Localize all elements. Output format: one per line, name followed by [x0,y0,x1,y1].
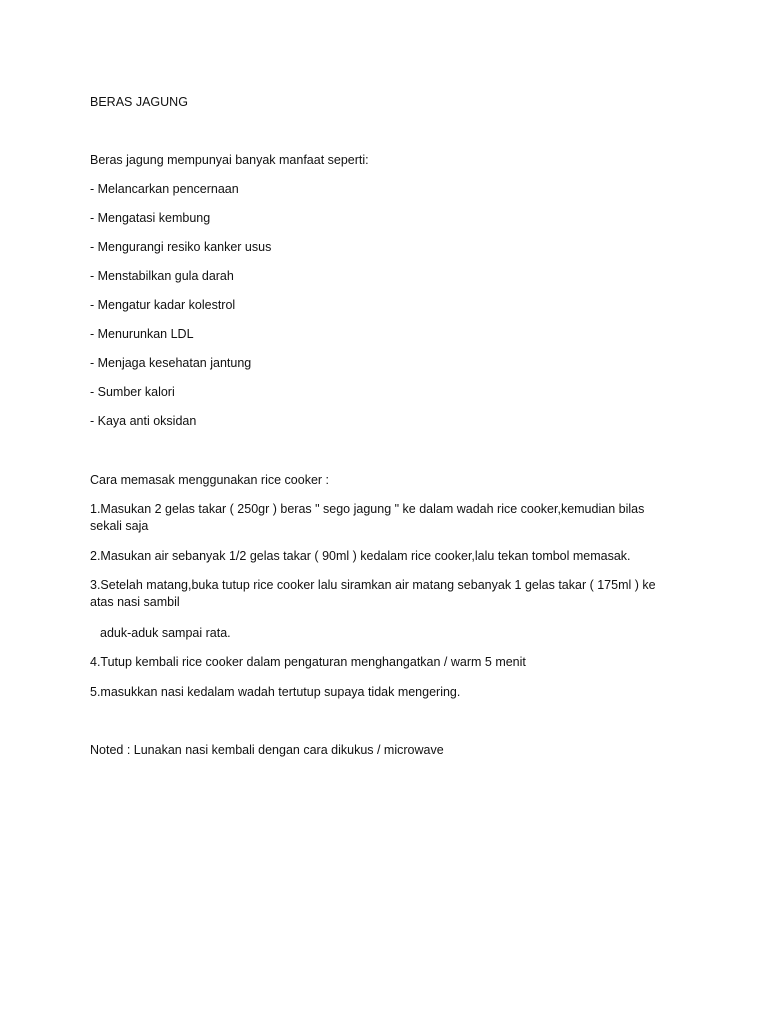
method-heading: Cara memasak menggunakan rice cooker : [90,473,330,487]
intro-text: Beras jagung mempunyai banyak manfaat seperti: [90,153,369,167]
step-continuation: aduk-aduk sampai rata. [100,626,231,640]
step-item: 1.Masukan 2 gelas takar ( 250gr ) beras " sego jagung " ke dalam wadah rice cooker,kemudian bilas sekali saja [90,502,645,533]
benefit-item: - Menstabilkan gula darah [90,269,234,283]
step-item: 3.Setelah matang,buka tutup rice cooker lalu siramkan air matang sebanyak 1 gelas takar ( 175ml ) ke atas nasi sambil [90,578,656,609]
benefit-item: - Mengatasi kembung [90,211,211,225]
benefit-item: - Menurunkan LDL [90,327,194,341]
step-item: 2.Masukan air sebanyak 1/2 gelas takar ( 90ml ) kedalam rice cooker,lalu tekan tombol memasak. [90,549,631,563]
benefit-item: - Mengurangi resiko kanker usus [90,240,272,254]
document-title: BERAS JAGUNG [90,95,188,109]
step-item: 4.Tutup kembali rice cooker dalam pengaturan menghangatkan / warm 5 menit [90,655,526,669]
benefit-item: - Menjaga kesehatan jantung [90,356,252,370]
benefit-item: - Sumber kalori [90,385,175,399]
step-item: 5.masukkan nasi kedalam wadah tertutup supaya tidak mengering. [90,685,461,699]
note-text: Noted : Lunakan nasi kembali dengan cara dikukus / microwave [90,743,444,757]
benefit-item: - Melancarkan pencernaan [90,182,239,196]
benefit-item: - Mengatur kadar kolestrol [90,298,236,312]
benefit-item: - Kaya anti oksidan [90,414,197,428]
